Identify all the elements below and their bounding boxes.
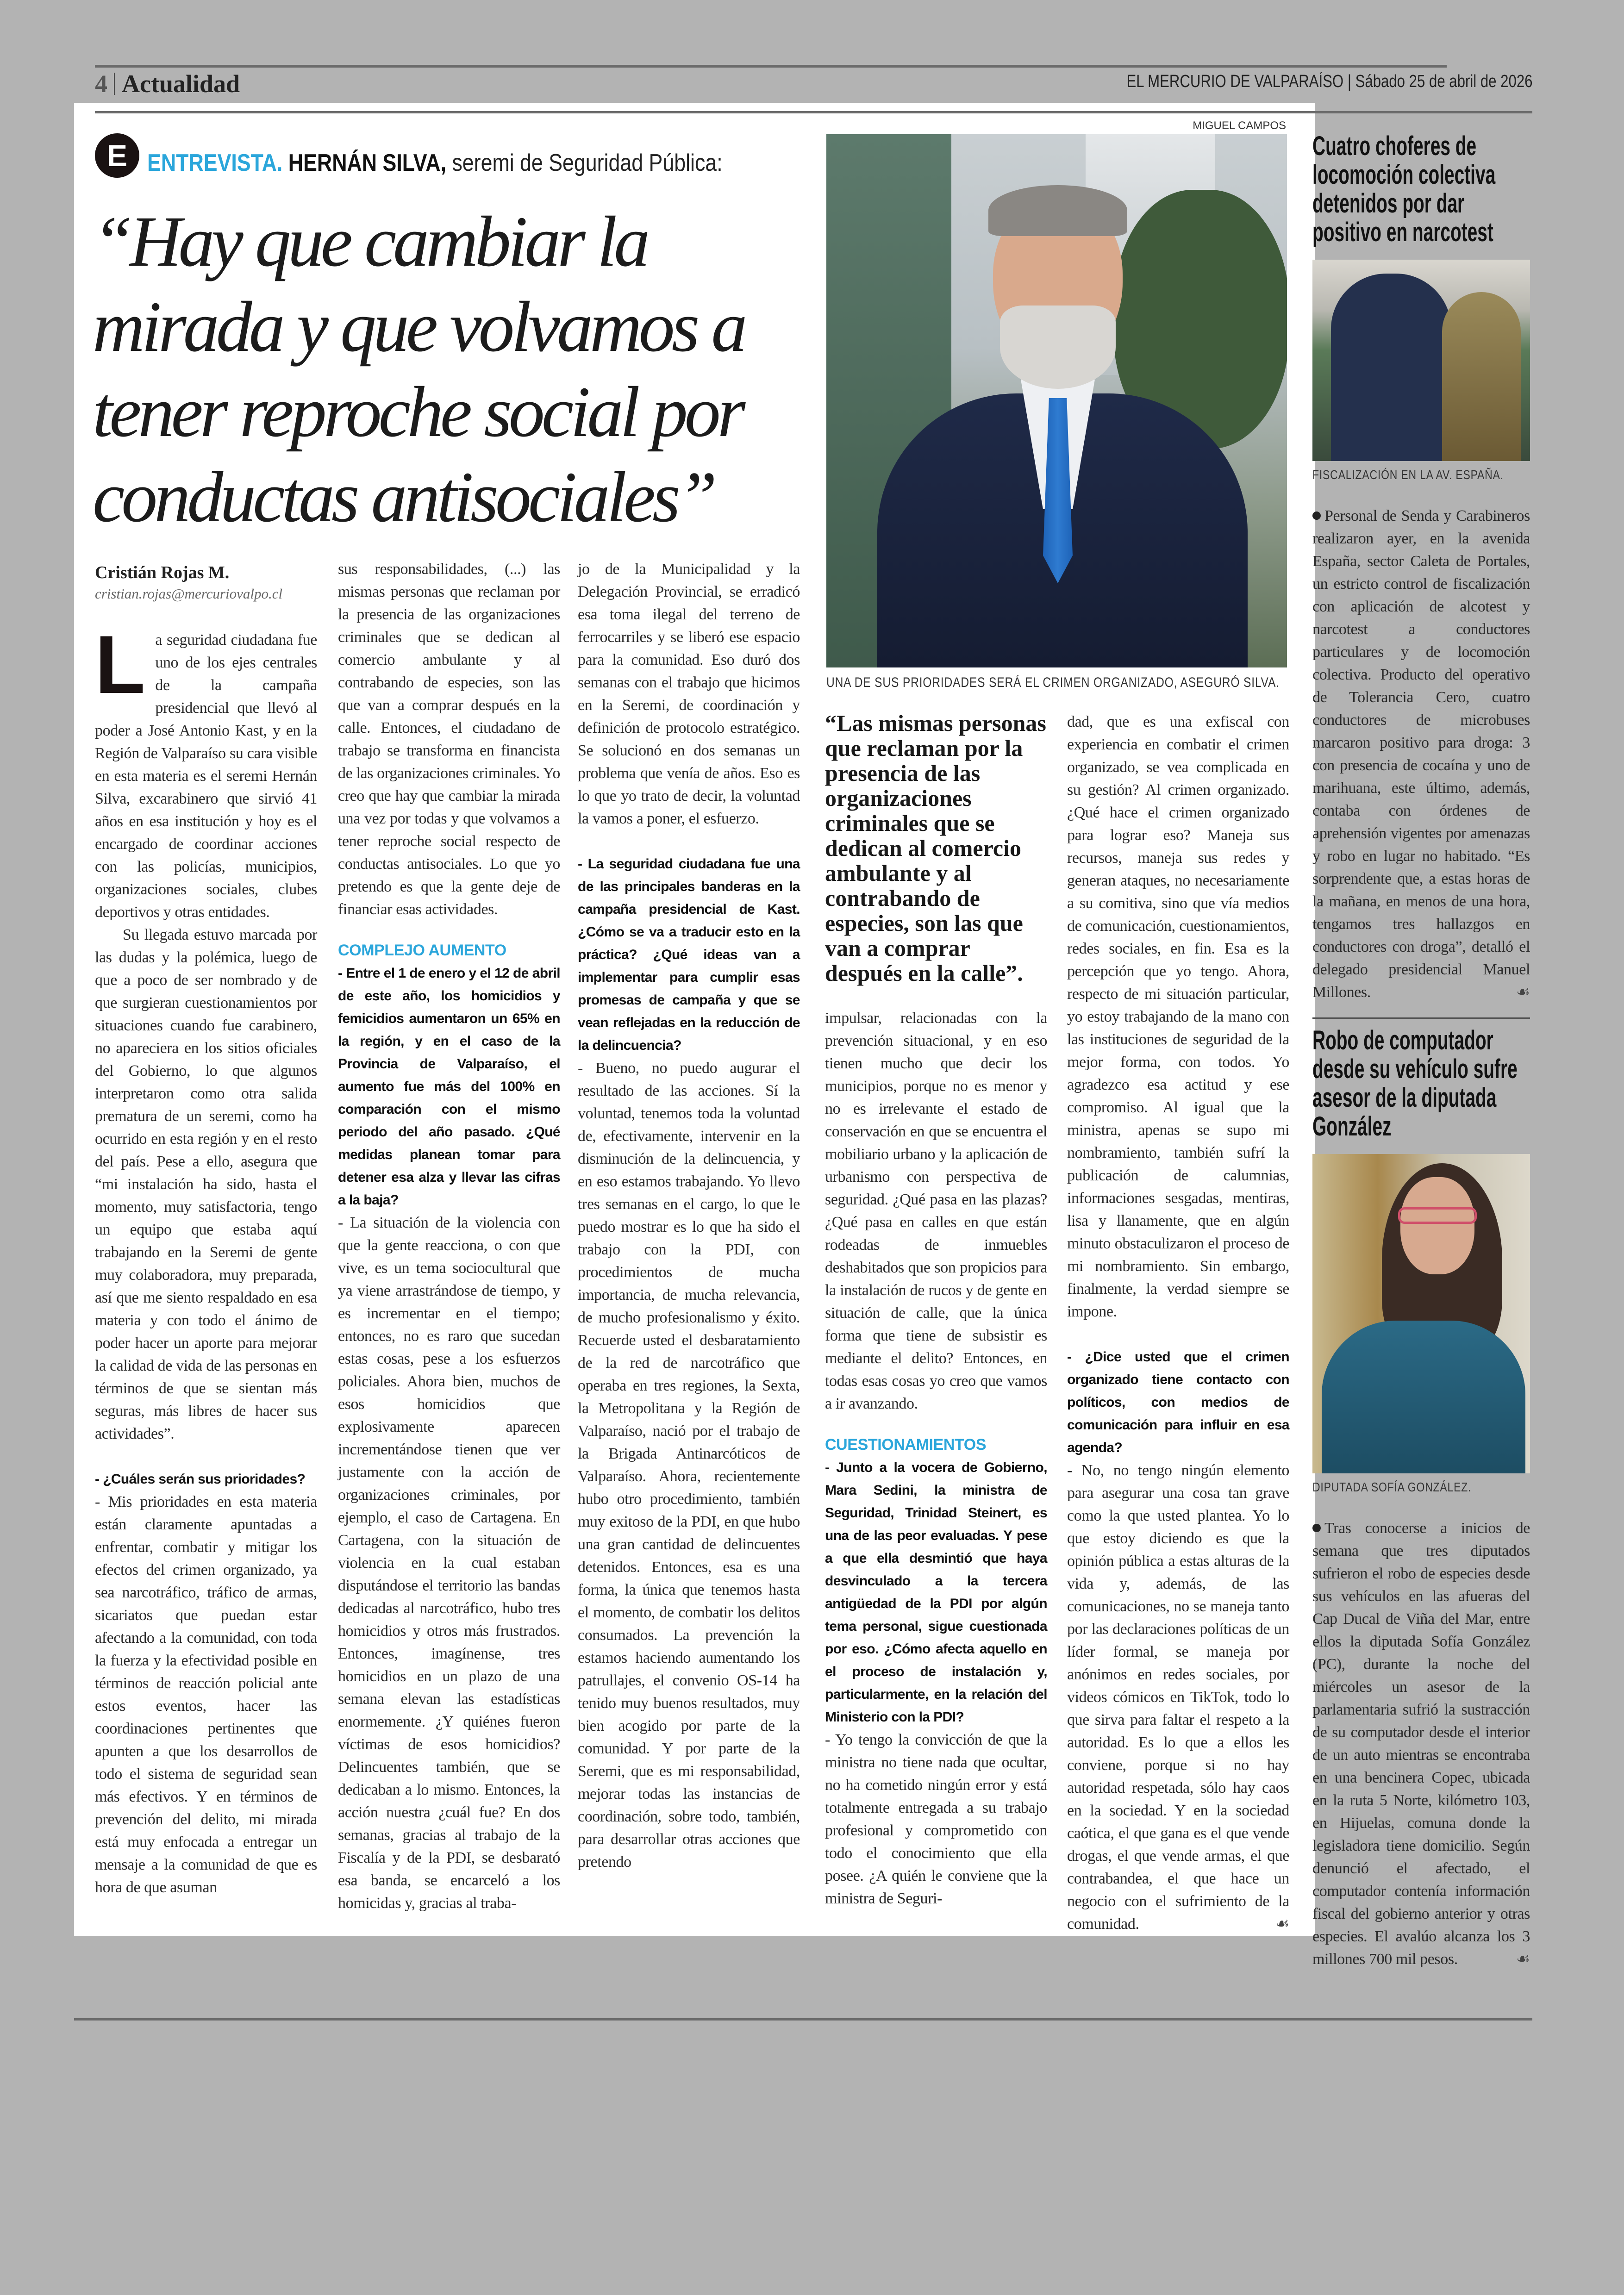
sidebar-photo-caption: FISCALIZACIÓN EN LA AV. ESPAÑA. (1312, 468, 1504, 482)
article-column-3 (578, 558, 800, 1873)
author-email: cristian.rojas@mercuriovalpo.cl (95, 586, 283, 602)
interview-question: - La seguridad ciudadana fue una de las principales banderas en la campaña presidencial de Kast. ¿Cómo se va a traducir esto en la práctica? ¿Qué ideas van a implementar para cumplir esas promesas de campaña y que se vean reflejadas en la reducción de la delincuencia? (578, 856, 800, 1053)
face (1400, 1177, 1474, 1274)
interview-badge-icon: E (95, 133, 139, 178)
interview-answer (1067, 1459, 1289, 1935)
paragraph: jo de la Municipalidad y la Delegación Provincial, se erradicó esa toma ilegal del terreno de ferrocarriles y se liberó ese espacio para la comunidad. Eso duró dos semanas con el trabajo que hicimos en la Seremi, de coordinación y definición de protocolo estratégico. Se solucionó en dos semanas un problema que venía de años. Eso es lo que yo trato de decir, la voluntad la vamos a poner, el esfuerzo. (578, 561, 800, 827)
headline-line: conductas antisociales” (93, 457, 714, 537)
photo-credit: MIGUEL CAMPOS (1193, 119, 1286, 132)
interview-question: - Entre el 1 de enero y el 12 de abril de este año, los homicidios y femicidios aumentaron un 65% en la región, y en el caso de la Provincia de Valparaíso, el aumento fue más del 100% en comparación con el mismo periodo del año pasado. ¿Qué medidas planean tomar para detener esa alza y llevar las cifras a la baja? (338, 966, 560, 1208)
kicker-name: HERNÁN SILVA, (288, 150, 447, 176)
article-column-5 (1067, 711, 1289, 1935)
jacket (1322, 1321, 1525, 1473)
kicker (147, 149, 723, 177)
sidebar-headline-wrap (1312, 1026, 1530, 1141)
answer-text: - No, no tengo ningún elemento para asegurar una cosa tan grave como la que usted plantea. Yo lo que estoy diciendo es que la opinión pública a estas alturas de la vida y, además, de las comunicaciones, no se maneja tanto por las declaraciones políticas de un líder formal, se maneja por anónimos en redes sociales, por videos cómicos en TikTok, todo lo que sirva para faltar el respeto a la autoridad. Es lo que a ellos les conviene, porque si no hay autoridad respetada, sólo hay caos en la sociedad. Y en la sociedad caótica, el que gana es el que vende drogas, el que vende armas, el que contrabandea, el que hace un negocio con el sufrimiento de la comunidad. (1067, 1462, 1289, 1933)
interview-question: - Junto a la vocera de Gobierno, Mara Sedini, la ministra de Seguridad, Trinidad Steinert, es una de las peor evaluadas. Y pese a que ella desmintió que haya desvinculado a la tercera antigüedad de la PDI por algún tema personal, sigue cuestionada por eso. ¿Cómo afecta aquello en el proceso de instalación y, particularmente, en la relación del Ministerio con la PDI? (825, 1460, 1047, 1725)
section-name: Actualidad (122, 70, 240, 98)
subheading: CUESTIONAMIENTOS (825, 1436, 987, 1453)
interview-question: - ¿Dice usted que el crimen organizado tiene contacto con políticos, con medios de comunicación para influir en esa agenda? (1067, 1349, 1289, 1455)
kicker-role: seremi de Seguridad Pública: (452, 150, 723, 176)
header-rule (95, 111, 1532, 113)
interview-question: - ¿Cuáles serán sus prioridades? (95, 1472, 306, 1487)
officer (1442, 292, 1521, 461)
headline-line: “Hay que cambiar la (93, 201, 647, 281)
pull-quote: “Las mismas personas que reclaman por la presencia de las organizaciones criminales que se dedican al comercio ambulante y al contrabando de especies, son las que van a comprar después en la calle”. (825, 710, 1046, 986)
author-name: Cristián Rojas M. (95, 563, 230, 582)
byline (95, 562, 315, 602)
hair (988, 185, 1127, 236)
sidebar-headline: Robo de computador desde su vehículo sufre asesor de la diputada González (1312, 1025, 1518, 1141)
divider (114, 73, 115, 95)
sidebar-text: Personal de Senda y Carabineros realizaron ayer, en la avenida España, sector Caleta de Portales, un estricto control de fiscalización con aplicación de alcotest y narcotest a conductores particulares y de locomoción colectiva. Producto del operativo de Tolerancia Cero, cuatro conductores de microbuses marcaron positivo para droga: 3 con presencia de cocaína y uno de marihuana, este último, además, contaba con órdenes de aprehensión vigentes por amenazas y robo en lugar no habitado. “Es sorprendente que, a estas horas de la mañana, en menos de una hora, tengamos tres hallazgos en conductores con droga”, detalló el delegado presidencial Manuel Millones. (1312, 507, 1530, 1001)
masthead-date: EL MERCURIO DE VALPARAÍSO | Sábado 25 de abril de 2026 (1126, 72, 1532, 91)
paragraph: a seguridad ciudadana fue uno de los ejes centrales de la campaña presidencial que llevó al poder a José Antonio Kast, y en la Región de Valparaíso su cara visible en esta materia es el seremi Hernán Silva, excarabinero que sirvió 41 años en esa institución y hoy es el encargado de coordinar acciones con las policías, municipios, organizaciones sociales, clubes deportivos y otras entidades. (95, 631, 317, 921)
interview-answer: - La situación de la violencia con que la gente reacciona, o con que vive, es un tema sociocultural que ya viene arrastrándose de tiempo, y es incrementar en el tiempo; entonces, no es raro que sucedan estas cosas, pese a los esfuerzos policiales. Ahora bien, muchos de esos homicidios que explosivamente aparecen incrementándose tienen que ver justamente con la acción de organizaciones criminales, por ejemplo, el caso de Cartagena. En Cartagena, con la situación de violencia en la cual estaban disputándose el territorio las bandas dedicadas al narcotráfico, hubo tres homicidios y otros más frustrados. Entonces, imagínense, tres homicidios en un plazo de una semana elevan las estadísticas enormemente. ¿Y quiénes fueron víctimas de esos homicidios? Delincuentes también, que se dedicaban a lo mismo. Entonces, la acción nuestra ¿cuál fue? En dos semanas, gracias al trabajo de la Fiscalía y de la PDI, se desbarató esa banda, se encarceló a los homicidas y, gracias al traba- (338, 1214, 560, 1912)
sidebar-divider (1312, 1017, 1530, 1019)
bullet-icon (1312, 1524, 1321, 1532)
article-column-2 (338, 558, 560, 1915)
bullet-icon (1312, 511, 1321, 520)
glasses (1398, 1207, 1477, 1224)
sidebar-body (1312, 505, 1530, 1004)
interview-answer: - Mis prioridades en esta materia están claramente apuntadas a enfrentar, combatir y mitigar los efectos del crimen organizado, ya sea narcotráfico, tráfico de armas, sicariatos que puedan estar afectando a la comunidad, con toda la fuerza y la efectividad posible en términos de reacción policial ante estos eventos, hacer las coordinaciones pertinentes que apunten a que los desarrollos de todo el sistema de seguridad sean más efectivos. Y en términos de prevención del delito, mi mirada está muy enfocada a entregar un mensaje a la comunidad de que es hora de que asuman (95, 1493, 317, 1896)
subheading: COMPLEJO AUMENTO (338, 942, 506, 959)
headline-line: mirada y que volvamos a (93, 287, 744, 367)
article-column-4 (825, 711, 1047, 1910)
man-in-navy-shirt (1331, 274, 1451, 461)
bottom-rule (74, 2018, 1532, 2021)
headline-line: tener reproche social por (93, 372, 743, 452)
photo-caption: UNA DE SUS PRIORIDADES SERÁ EL CRIMEN ORGANIZADO, ASEGURÓ SILVA. (826, 675, 1280, 690)
paragraph: sus responsabilidades, (...) las mismas personas que reclaman por la presencia de las organizaciones criminales que se dedican al comercio ambulante y al contrabando de especies, son las que van a comprar después en la calle. Entonces, el ciudadano de trabajo se transforma en financista de las organizaciones criminales. Yo creo que hay que cambiar la mirada una vez por todas y que volvamos a tener reproche social respecto de conductas antisociales. Lo que yo pretendo es que la gente deje de financiar esas actividades. (338, 561, 560, 918)
sidebar-text: Tras conocerse a inicios de semana que tres diputados sufrieron el robo de especies desde sus vehículos en las afueras del Cap Ducal de Viña del Mar, entre ellos la diputada Sofía González (PC), durante la noche del miércoles un asesor de la parlamentaria sufrió la sustracción de su computador desde el interior de un auto mientras se encontraba en una bencinera Copec, ubicada en la ruta 5 Norte, kilómetro 103, en Hijuelas, comuna donde la legisladora tiene domicilio. Según denunció el afectado, el computador contenía información fiscal del gobierno anterior y otras especies. El avalúo alcanza los 3 millones 700 mil pesos. (1312, 1520, 1530, 1968)
photo-sofia-gonzalez (1312, 1154, 1530, 1473)
sidebar-body (1312, 1517, 1530, 1971)
sidebar-headline-wrap (1312, 132, 1530, 247)
paragraph: impulsar, relacionadas con la prevención situacional, y en eso tienen mucho que decir los municipios, porque no es menor y no es irrelevante el estado de conservación en que se encuentra el mobiliario urbano y la aplicación de urbanismo con perspectiva de seguridad. ¿Qué pasa en las plazas? ¿Qué pasa en calles en que están rodeadas de inmuebles deshabitados que son propicios para la instalación de rucos y de gente en situación de calle, que la única forma que tiene de subsistir es mediante el delito? Entonces, en todas esas cosas yo creo que vamos a ir avanzando. (825, 1010, 1047, 1412)
headline (93, 199, 806, 540)
end-of-article-icon: ☙ (1516, 983, 1530, 1001)
drop-cap: L (95, 618, 145, 711)
paragraph: Su llegada estuvo marcada por las dudas y la polémica, luego de que a poco de ser nombrado y de que surgieran cuestionamientos por situaciones cuando fue carabinero, no apareciera en los sitios oficiales del Gobierno, lo que algunos interpretaron como otra salida prematura de un seremi, como ha ocurrido en esta región y en el resto del país. Pese a ello, asegura que “mi instalación ha sido, hasta el momento, muy satisfactoria, tengo un equipo que estaba aquí trabajando en la Seremi de gente muy colaboradora, muy preparada, así que me siento respaldado en esa materia y con todo el ánimo de poder hacer un aporte para mejorar la calidad de vida de las personas en términos de que se sientan más seguras, más libres de hacer sus actividades”. (95, 926, 317, 1442)
end-of-article-icon: ☙ (1275, 1915, 1289, 1933)
beard (1000, 306, 1116, 389)
sidebar (1312, 132, 1530, 1971)
kicker-label: ENTREVISTA. (147, 150, 283, 176)
sidebar-photo-caption: DIPUTADA SOFÍA GONZÁLEZ. (1312, 1480, 1472, 1494)
end-of-article-icon: ☙ (1516, 1950, 1530, 1968)
top-rule (95, 65, 1447, 68)
article-column-1 (95, 618, 317, 1899)
section-header (95, 69, 240, 98)
photo-narcotest-inspection (1312, 260, 1530, 461)
paragraph: dad, que es una exfiscal con experiencia en combatir el crimen organizado, se vea complicada en su gestión? Al crimen organizado. ¿Qué hace el crimen organizado para lograr eso? Maneja sus recursos, maneja sus redes y generan ataques, no necesariamente a su comitiva, sino que vía medios de comunicación, cuestionamientos, redes sociales, en fin. Esa es la percepción que yo tengo. Ahora, respecto de mi situación particular, yo estoy trabajando de la mano con las instituciones de seguridad de la mejor forma, con todos. Yo agradezco esa actitud y ese compromiso. Al igual que la ministra, apenas se supo mi nombramiento, también sufrí la publicación de calumnias, informaciones sesgadas, mentiras, lisa y llanamente, que en algún minuto obstaculizaron el proceso de mi nombramiento. Sin embargo, finalmente, la verdad siempre se impone. (1067, 713, 1289, 1320)
photo-hernan-silva (826, 134, 1287, 667)
interview-answer: - Yo tengo la convicción de que la ministra no tiene nada que ocultar, no ha cometido ningún error y está totalmente entregada a su trabajo profesional y comprometido con todo el conocimiento que ella posee. ¿A quién le conviene que la ministra de Seguri- (825, 1731, 1047, 1907)
page-number: 4 (95, 70, 107, 98)
interview-answer: - Bueno, no puedo augurar el resultado de las acciones. Sí la voluntad, tenemos toda la voluntad de, efectivamente, intervenir en la disminución de la delincuencia, y en eso estamos trabajando. Yo llevo tres semanas en el cargo, lo que le puedo mostrar es lo que ha sido el trabajo con la PDI, con procedimientos de mucha importancia, de mucha relevancia, de mucho profesionalismo y éxito. Recuerde usted el desbaratamiento de la red de narcotráfico que operaba en tres regiones, la Sexta, la Metropolitana y la Región de Valparaíso, nació por el trabajo de la Brigada Antinarcóticos de Valparaíso. Ahora, recientemente hubo otro procedimiento, también muy exitoso de la PDI, en que hubo una gran cantidad de delincuentes detenidos. Entonces, esa es una forma, la única que tenemos hasta el momento, de combatir los delitos consumados. La prevención la estamos haciendo aumentando los patrullajes, el convenio OS-14 ha tenido muy buenos resultados, muy bien acogido por parte de la comunidad. Y por parte de la Seremi, que es mi responsabilidad, mejorar todas las instancias de coordinación, sobre todo, también, para desarrollar otras acciones que pretendo (578, 1060, 800, 1871)
sidebar-headline: Cuatro choferes de locomoción colectiva detenidos por dar positivo en narcotest (1312, 131, 1496, 247)
